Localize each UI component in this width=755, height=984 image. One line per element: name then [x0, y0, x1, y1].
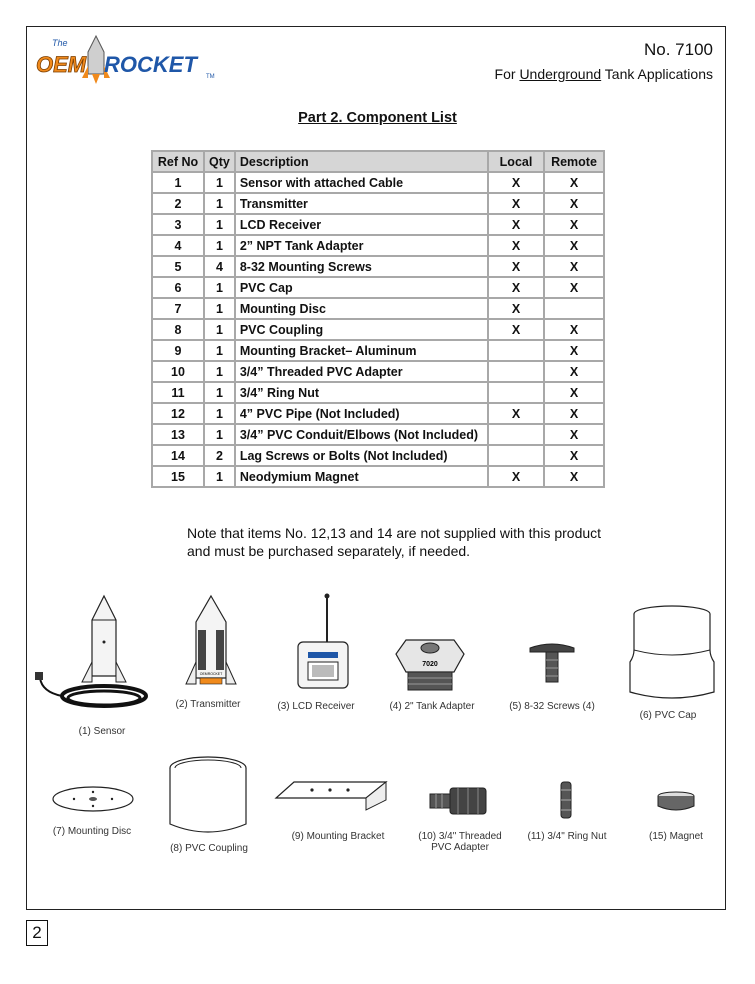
cell-remote: X: [544, 466, 604, 487]
cell-remote: X: [544, 445, 604, 466]
cell-remote: X: [544, 361, 604, 382]
caption-pvc-cap: (6) PVC Cap: [639, 710, 697, 721]
cell-description: Transmitter: [235, 193, 488, 214]
cell-remote: X: [544, 340, 604, 361]
cell-remote: X: [544, 424, 604, 445]
cell-ref: 14: [152, 445, 204, 466]
cell-remote: X: [544, 403, 604, 424]
cell-qty: 1: [204, 277, 235, 298]
cell-local: X: [488, 466, 544, 487]
cell-qty: 1: [204, 466, 235, 487]
cell-local: X: [488, 403, 544, 424]
cell-qty: 1: [204, 403, 235, 424]
cell-local: X: [488, 214, 544, 235]
lcd-receiver-illustration: [294, 592, 352, 692]
cell-ref: 8: [152, 319, 204, 340]
caption-threaded-line2: PVC Adapter: [431, 842, 489, 853]
cell-qty: 1: [204, 361, 235, 382]
col-header-local: Local: [488, 151, 544, 172]
tank-adapter-illustration: [392, 632, 468, 696]
col-header-ref: Ref No: [152, 151, 204, 172]
table-row: [152, 403, 604, 424]
table-row: [152, 172, 604, 193]
caption-pvc-coupling: (8) PVC Coupling: [170, 843, 248, 854]
threaded-adapter-illustration: [428, 784, 490, 816]
logo-rocket: ROCKET: [104, 52, 197, 77]
subtitle-underlined: Underground: [519, 66, 602, 82]
section-title: Part 2. Component List: [298, 110, 457, 126]
cell-description: PVC Coupling: [235, 319, 488, 340]
cell-local: X: [488, 298, 544, 319]
col-header-qty: Qty: [204, 151, 235, 172]
cell-qty: 1: [204, 235, 235, 256]
cell-description: PVC Cap: [235, 277, 488, 298]
cell-local: [488, 424, 544, 445]
table-row: [152, 193, 604, 214]
cell-ref: 10: [152, 361, 204, 382]
cell-local: X: [488, 319, 544, 340]
cell-ref: 13: [152, 424, 204, 445]
cell-qty: 1: [204, 424, 235, 445]
cell-remote: X: [544, 214, 604, 235]
transmitter-brand-text: OEMROCKET: [199, 672, 223, 676]
table-header-row: [152, 151, 604, 172]
subtitle-prefix: For: [494, 66, 520, 82]
caption-tank-adapter: (4) 2" Tank Adapter: [389, 701, 475, 712]
cell-remote: X: [544, 235, 604, 256]
cell-description: Mounting Disc: [235, 298, 488, 319]
cell-local: X: [488, 172, 544, 193]
sensor-illustration: [32, 592, 162, 722]
table-row: [152, 340, 604, 361]
cell-local: [488, 382, 544, 403]
mounting-bracket-illustration: [274, 778, 390, 812]
cell-ref: 15: [152, 466, 204, 487]
caption-mounting-bracket: (9) Mounting Bracket: [291, 831, 385, 842]
cell-local: X: [488, 277, 544, 298]
cell-remote: [544, 298, 604, 319]
table-row: [152, 382, 604, 403]
transmitter-illustration: [176, 594, 246, 694]
caption-ring-nut: (11) 3/4" Ring Nut: [527, 831, 607, 842]
cell-description: 3/4” Ring Nut: [235, 382, 488, 403]
cell-description: 2” NPT Tank Adapter: [235, 235, 488, 256]
cell-ref: 11: [152, 382, 204, 403]
cell-local: X: [488, 235, 544, 256]
cell-ref: 1: [152, 172, 204, 193]
cell-remote: X: [544, 319, 604, 340]
cell-qty: 1: [204, 319, 235, 340]
cell-description: Neodymium Magnet: [235, 466, 488, 487]
cell-qty: 1: [204, 172, 235, 193]
page-number: 2: [26, 920, 48, 946]
caption-transmitter: (2) Transmitter: [175, 699, 241, 710]
cell-ref: 9: [152, 340, 204, 361]
caption-threaded-adapter: [412, 831, 508, 853]
cell-qty: 1: [204, 340, 235, 361]
cell-description: 3/4” PVC Conduit/Elbows (Not Included): [235, 424, 488, 445]
logo-tm: TM: [206, 74, 215, 80]
cell-description: Sensor with attached Cable: [235, 172, 488, 193]
magnet-illustration: [656, 790, 696, 812]
cell-remote: X: [544, 193, 604, 214]
cell-local: X: [488, 193, 544, 214]
cell-ref: 7: [152, 298, 204, 319]
cell-qty: 4: [204, 256, 235, 277]
table-row: [152, 466, 604, 487]
cell-qty: 1: [204, 298, 235, 319]
ring-nut-illustration: [558, 780, 574, 820]
subtitle-suffix: Tank Applications: [601, 66, 713, 82]
mounting-disc-illustration: [50, 784, 136, 814]
cell-description: 4” PVC Pipe (Not Included): [235, 403, 488, 424]
cell-description: Lag Screws or Bolts (Not Included): [235, 445, 488, 466]
table-row: [152, 298, 604, 319]
table-row: [152, 424, 604, 445]
cell-ref: 5: [152, 256, 204, 277]
table-row: [152, 445, 604, 466]
cell-local: X: [488, 256, 544, 277]
caption-sensor: (1) Sensor: [78, 726, 126, 737]
table-row: [152, 235, 604, 256]
cell-description: 3/4” Threaded PVC Adapter: [235, 361, 488, 382]
caption-mounting-disc: (7) Mounting Disc: [52, 826, 132, 837]
pvc-coupling-illustration: [166, 754, 250, 838]
caption-screws: (5) 8-32 Screws (4): [509, 701, 595, 712]
screw-illustration: [526, 640, 578, 684]
logo-oem: OEM: [36, 52, 87, 77]
cell-ref: 3: [152, 214, 204, 235]
cell-description: Mounting Bracket– Aluminum: [235, 340, 488, 361]
cell-local: [488, 340, 544, 361]
cell-local: [488, 445, 544, 466]
note-text: Note that items No. 12,13 and 14 are not supplied with this product and must be purchased separately, if needed.: [187, 525, 602, 559]
cell-ref: 4: [152, 235, 204, 256]
cell-qty: 1: [204, 382, 235, 403]
adapter-mark-text: 7020: [422, 661, 438, 668]
document-subtitle: [495, 66, 713, 82]
oem-rocket-logo: [34, 34, 224, 86]
table-row: [152, 361, 604, 382]
cell-local: [488, 361, 544, 382]
cell-ref: 2: [152, 193, 204, 214]
table-row: [152, 277, 604, 298]
component-table: [151, 150, 605, 488]
cell-qty: 2: [204, 445, 235, 466]
cell-remote: X: [544, 277, 604, 298]
col-header-description: Description: [235, 151, 488, 172]
table-row: [152, 214, 604, 235]
cell-description: 8-32 Mounting Screws: [235, 256, 488, 277]
col-header-remote: Remote: [544, 151, 604, 172]
caption-threaded-line1: (10) 3/4" Threaded: [418, 831, 502, 842]
pvc-cap-illustration: [628, 604, 716, 702]
cell-remote: X: [544, 172, 604, 193]
document-number: No. 7100: [644, 40, 713, 59]
cell-remote: X: [544, 256, 604, 277]
cell-ref: 12: [152, 403, 204, 424]
cell-ref: 6: [152, 277, 204, 298]
table-row: [152, 319, 604, 340]
cell-description: LCD Receiver: [235, 214, 488, 235]
logo-the: The: [52, 38, 68, 48]
cell-qty: 1: [204, 193, 235, 214]
cell-remote: X: [544, 382, 604, 403]
caption-magnet: (15) Magnet: [649, 831, 703, 842]
cell-qty: 1: [204, 214, 235, 235]
table-row: [152, 256, 604, 277]
caption-lcd-receiver: (3) LCD Receiver: [277, 701, 355, 712]
